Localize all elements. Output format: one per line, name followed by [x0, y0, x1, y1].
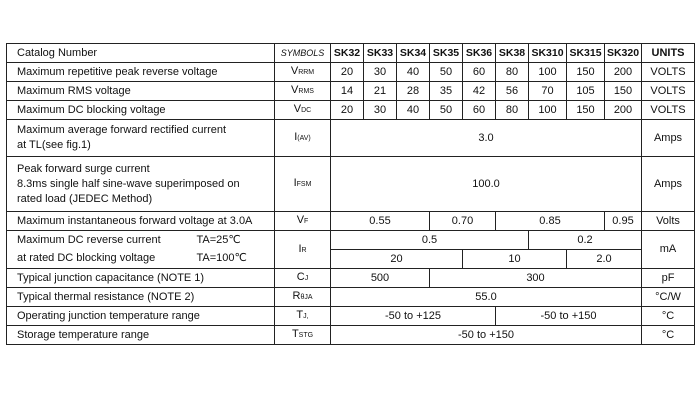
row-rth [7, 288, 695, 307]
desc-text: Maximum DC reverse current [17, 233, 161, 246]
param-symbol: VDC [275, 101, 331, 120]
value-cell: 60 [463, 63, 496, 82]
row-vf [7, 212, 695, 231]
row-iav [7, 120, 695, 157]
param-symbol: TSTG [275, 326, 331, 345]
part-header: SK33 [364, 44, 397, 63]
param-symbol: CJ [275, 269, 331, 288]
param-symbol: I(AV) [275, 120, 331, 157]
spec-table [6, 43, 695, 345]
param-symbol: VF [275, 212, 331, 231]
value-cell: 100 [529, 101, 567, 120]
value-cell: 30 [364, 101, 397, 120]
value-cell: 20 [331, 101, 364, 120]
param-desc: Maximum DC blocking voltage [7, 101, 275, 120]
value-cell: 50 [430, 63, 463, 82]
value-cell: -50 to +125 [331, 307, 496, 326]
unit-cell: °C [642, 307, 695, 326]
param-desc: Typical junction capacitance (NOTE 1) [7, 269, 275, 288]
value-cell: 0.2 [529, 231, 642, 250]
value-cell: 2.0 [567, 250, 642, 269]
value-cell: 28 [397, 82, 430, 101]
value-cell: 80 [496, 101, 529, 120]
value-cell: 100.0 [331, 157, 642, 212]
row-vdc [7, 101, 695, 120]
part-header: SK38 [496, 44, 529, 63]
value-cell: 0.5 [331, 231, 529, 250]
value-cell: 60 [463, 101, 496, 120]
unit-cell: VOLTS [642, 82, 695, 101]
row-vrms [7, 82, 695, 101]
param-symbol: VRMS [275, 82, 331, 101]
param-desc [7, 157, 275, 212]
value-cell: 500 [331, 269, 430, 288]
value-cell: 20 [331, 63, 364, 82]
units-header: UNITS [642, 44, 695, 63]
desc-line: 8.3ms single half sine-wave superimposed on [17, 177, 240, 190]
value-cell: 70 [529, 82, 567, 101]
desc-line: Maximum average forward rectified current [17, 124, 227, 136]
row-ifsm [7, 157, 695, 212]
header-row [7, 44, 695, 63]
desc-text: at rated DC blocking voltage [17, 252, 156, 265]
value-cell: 14 [331, 82, 364, 101]
param-desc: Typical thermal resistance (NOTE 2) [7, 288, 275, 307]
value-cell: 40 [397, 63, 430, 82]
param-desc: Maximum RMS voltage [7, 82, 275, 101]
row-ir-100 [7, 250, 695, 269]
value-cell: 150 [567, 63, 605, 82]
part-header: SK310 [529, 44, 567, 63]
param-symbol: TJ, [275, 307, 331, 326]
part-header: SK32 [331, 44, 364, 63]
value-cell: 10 [463, 250, 567, 269]
value-cell: 35 [430, 82, 463, 101]
value-cell: 80 [496, 63, 529, 82]
unit-cell: Amps [642, 120, 695, 157]
value-cell: 100 [529, 63, 567, 82]
part-header: SK320 [605, 44, 642, 63]
param-desc: Maximum repetitive peak reverse voltage [7, 63, 275, 82]
value-cell: 50 [430, 101, 463, 120]
unit-cell: VOLTS [642, 101, 695, 120]
symbols-header: SYMBOLS [275, 44, 331, 63]
value-cell: 21 [364, 82, 397, 101]
unit-cell: VOLTS [642, 63, 695, 82]
value-cell: 0.85 [496, 212, 605, 231]
row-tj [7, 307, 695, 326]
param-desc: Storage temperature range [7, 326, 275, 345]
part-header: SK315 [567, 44, 605, 63]
condition-text: TA=25℃ [196, 233, 241, 246]
desc-line: Peak forward surge current [17, 162, 150, 175]
value-cell: 105 [567, 82, 605, 101]
value-cell: 0.70 [430, 212, 496, 231]
param-desc [7, 231, 275, 250]
value-cell: 42 [463, 82, 496, 101]
row-ir-25 [7, 231, 695, 250]
value-cell: 150 [605, 82, 642, 101]
value-cell: 20 [331, 250, 463, 269]
param-symbol: IFSM [275, 157, 331, 212]
param-symbol: IR [275, 231, 331, 269]
value-cell: 200 [605, 101, 642, 120]
part-header: SK36 [463, 44, 496, 63]
param-symbol: VRRM [275, 63, 331, 82]
unit-cell: °C/W [642, 288, 695, 307]
desc-line: at TL(see fig.1) [17, 139, 91, 151]
param-desc: Operating junction temperature range [7, 307, 275, 326]
value-cell: 55.0 [331, 288, 642, 307]
value-cell: 3.0 [331, 120, 642, 157]
param-symbol: RθJA [275, 288, 331, 307]
unit-cell: pF [642, 269, 695, 288]
value-cell: 56 [496, 82, 529, 101]
unit-cell: Amps [642, 157, 695, 212]
value-cell: -50 to +150 [331, 326, 642, 345]
value-cell: 0.95 [605, 212, 642, 231]
row-tstg [7, 326, 695, 345]
value-cell: 30 [364, 63, 397, 82]
part-header: SK35 [430, 44, 463, 63]
param-desc [7, 120, 275, 157]
row-vrrm [7, 63, 695, 82]
value-cell: -50 to +150 [496, 307, 642, 326]
value-cell: 40 [397, 101, 430, 120]
unit-cell: mA [642, 231, 695, 269]
value-cell: 200 [605, 63, 642, 82]
param-desc: Maximum instantaneous forward voltage at 3.0A [7, 212, 275, 231]
value-cell: 300 [430, 269, 642, 288]
row-cj [7, 269, 695, 288]
value-cell: 0.55 [331, 212, 430, 231]
catalog-header: Catalog Number [7, 44, 275, 63]
param-desc [7, 250, 275, 269]
unit-cell: Volts [642, 212, 695, 231]
part-header: SK34 [397, 44, 430, 63]
condition-text: TA=100℃ [196, 252, 247, 265]
desc-line: rated load (JEDEC Method) [17, 192, 153, 205]
value-cell: 150 [567, 101, 605, 120]
unit-cell: °C [642, 326, 695, 345]
